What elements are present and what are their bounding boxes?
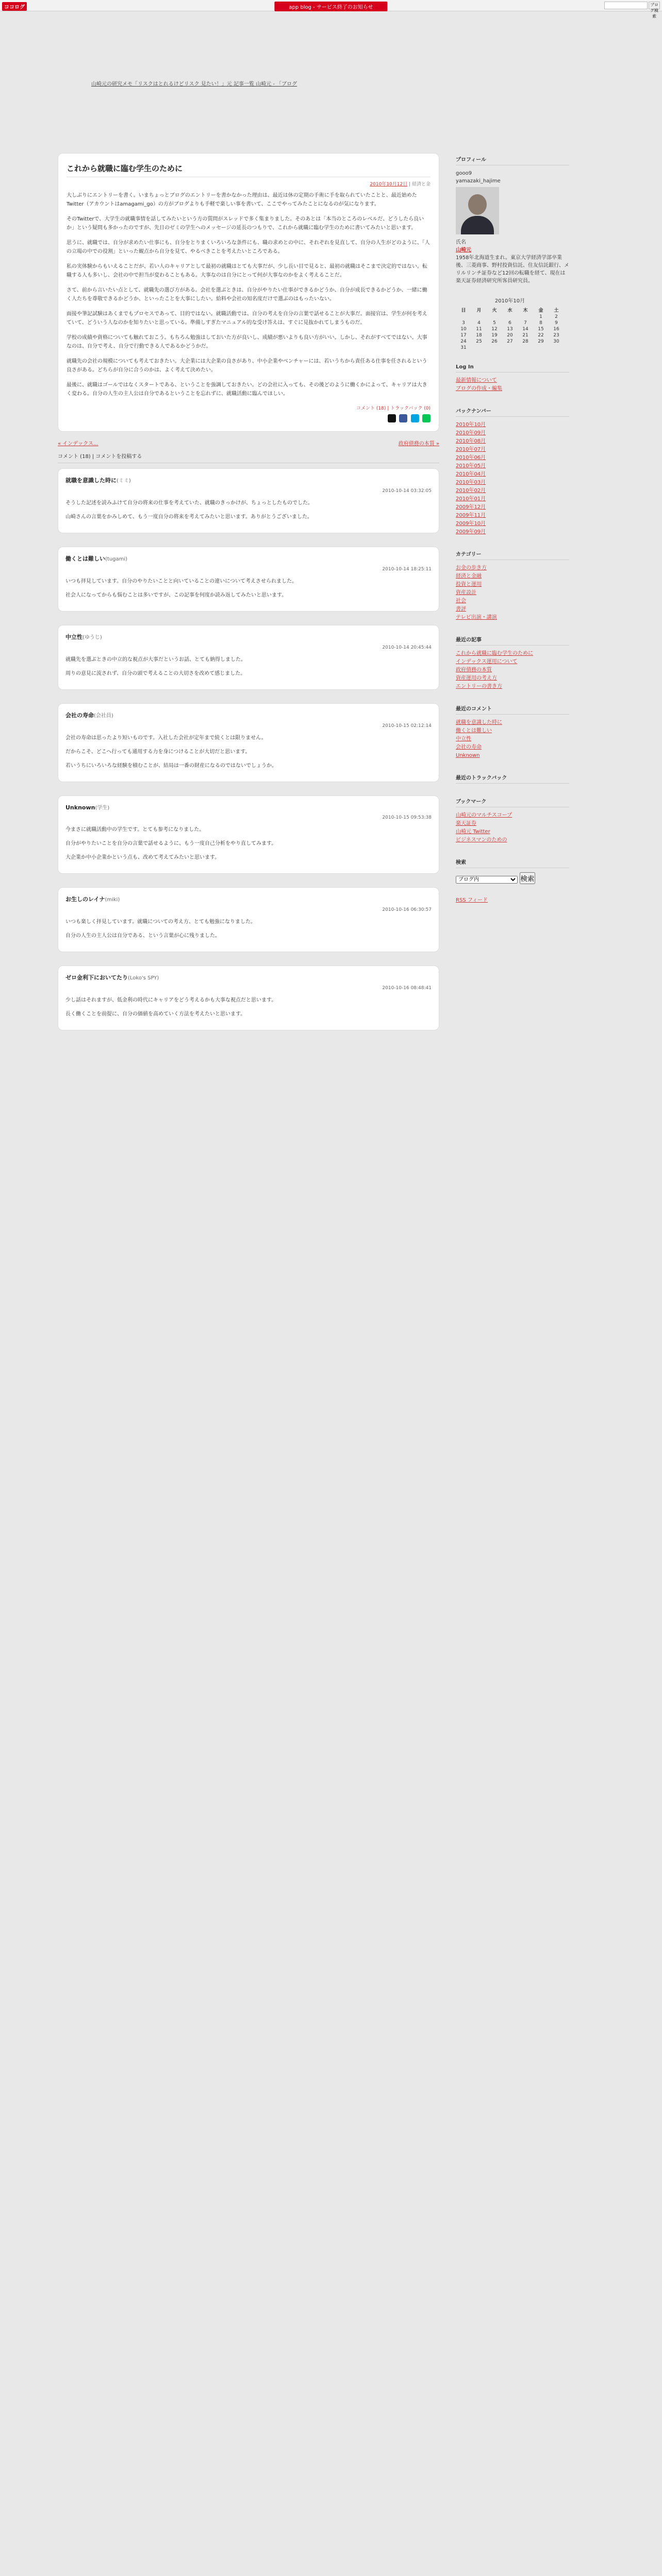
comment-paragraph: 大企業か中小企業かという点も、改めて考えてみたいと思います。 [65, 855, 220, 860]
calendar-day[interactable]: 22 [538, 333, 544, 338]
comment-author: (学生) [95, 805, 110, 811]
login-link[interactable]: 最新情報について [456, 378, 497, 383]
comment-date: 2010-10-14 20:45:44 [382, 645, 432, 650]
calendar-day[interactable]: 29 [538, 339, 544, 344]
archive-item [456, 495, 569, 503]
archive-link[interactable]: 2010年05月 [456, 463, 486, 469]
recent-trackbacks-heading: 最近のトラックバック [456, 771, 569, 784]
profile-photo [456, 187, 499, 234]
entry-paragraph: 学校の成績や資格についても触れておこう。もちろん勉強はしておいた方が良いし、成績が悪いよりも良い方がいい。しかし、それがすべてではない。大事なのは、自分で考え、自分で行動できる人であるかどうかだ。 [67, 335, 427, 349]
archive-item [456, 503, 569, 512]
comment-paragraph: 会社の寿命は思ったより短いものです。入社した会社が定年まで続くとは限りません。 [65, 735, 267, 741]
comment-date: 2010-10-15 09:53:38 [382, 815, 432, 820]
calendar-day[interactable]: 1 [539, 314, 542, 319]
calendar-weekday: 月 [476, 308, 482, 313]
category-link[interactable]: 書評 [456, 606, 466, 612]
search-heading: 検索 [456, 856, 569, 868]
hatena-share-icon[interactable] [411, 414, 419, 422]
recent-comment-item [456, 719, 569, 727]
calendar-day [487, 345, 502, 351]
archive-link[interactable]: 2009年11月 [456, 513, 486, 518]
recent-entry-link[interactable]: 資産運用の考え方 [456, 675, 497, 681]
bookmark-item [456, 811, 569, 820]
recent-entry-item [456, 650, 569, 658]
profile-bio: 1958年北海道生まれ。東京大学経済学部卒業後、三菱商事、野村投資信託、住友信託銀行、メリルリンチ証券など12回の転職を経て、現在は楽天証券経済研究所客員研究員。 [456, 255, 569, 284]
cocolog-logo[interactable]: ココログ [2, 2, 27, 11]
comment-title [65, 711, 432, 719]
calendar-day[interactable]: 23 [553, 333, 559, 338]
comment-date: 2010-10-14 18:25:11 [382, 567, 432, 572]
categories-heading: カテゴリー [456, 548, 569, 560]
recent-comment-link[interactable]: 中立性 [456, 736, 471, 742]
login-widget [456, 362, 569, 393]
comment-date: 2010-10-16 06:30:57 [382, 907, 432, 912]
archive-item [456, 454, 569, 462]
comment-card [58, 887, 439, 952]
comment-paragraph: 長く働くことを前提に、自分の価値を高めていく方法を考えたいと思います。 [65, 1011, 246, 1017]
calendar-day[interactable]: 15 [538, 327, 544, 332]
category-item [456, 605, 569, 614]
recent-entry-item [456, 666, 569, 674]
archive-link[interactable]: 2009年10月 [456, 521, 486, 527]
calendar-weekday: 金 [538, 308, 543, 313]
calendar [456, 296, 564, 351]
archive-item [456, 421, 569, 429]
comment-paragraph: 今まさに就職活動中の学生です。とても参考になりました。 [65, 827, 205, 833]
comment-author: (ミミ) [117, 478, 131, 484]
comment-title-text: 就職を意識した時に [65, 477, 117, 484]
next-entry-link[interactable]: 政府債務の本質 » [398, 441, 439, 447]
calendar-caption: 2010年10月 [494, 298, 525, 304]
recent-entry-link[interactable]: これから就職に臨む学生のために [456, 651, 533, 656]
archive-item [456, 479, 569, 487]
comment-date: 2010-10-16 08:48:41 [382, 986, 432, 991]
service-notice-link[interactable]: app blog - サービス終了のお知らせ [274, 2, 387, 11]
category-link[interactable]: 投資と運用 [456, 582, 482, 587]
calendar-day[interactable]: 2 [555, 314, 558, 319]
archives-heading: バックナンバー [456, 404, 569, 417]
comment-title [65, 554, 432, 563]
profile-name-label: 氏名 [456, 240, 466, 245]
calendar-day[interactable]: 19 [491, 333, 498, 338]
entry-paragraph: 最後に、就職はゴールではなくスタートである、ということを強調しておきたい。どの会社に入っても、その後どのように働くかによって、キャリアは大きく変わる。自分の人生の主人公は自分であるということを忘れずに、就職活動に臨んでほしい。 [67, 382, 427, 397]
category-item [456, 597, 569, 605]
comment-paragraph: 少し話はそれますが、低金利の時代にキャリアをどう考えるかも大事な視点だと思います。 [65, 997, 277, 1003]
entry-card [58, 153, 439, 432]
calendar-day [518, 345, 533, 351]
search-scope-select[interactable] [456, 876, 518, 884]
calendar-day [518, 314, 533, 320]
comment-paragraph: 若いうちにいろいろな経験を積むことが、結局は一番の財産になるのではないでしょうか。 [65, 763, 277, 769]
archive-link[interactable]: 2010年06月 [456, 455, 486, 461]
archive-item [456, 512, 569, 520]
recent-entry-item [456, 674, 569, 683]
calendar-day[interactable]: 24 [460, 339, 467, 344]
recent-entry-item [456, 658, 569, 666]
login-item [456, 377, 569, 385]
calendar-day[interactable]: 6 [508, 320, 511, 326]
comment-paragraph: 山崎さんの言葉をかみしめて、もう一度自分の将来を考えてみたいと思います。ありがとうございました。 [65, 514, 312, 520]
calendar-day[interactable]: 26 [491, 339, 498, 344]
category-link[interactable]: 資産設計 [456, 590, 476, 596]
comment-title [65, 476, 432, 484]
recent-entry-link[interactable]: 政府債務の本質 [456, 667, 492, 673]
line-share-icon[interactable] [422, 414, 431, 422]
recent-entries-heading: 最近の記事 [456, 633, 569, 646]
archive-item [456, 462, 569, 470]
recent-comment-link[interactable]: 就職を意識した時に [456, 720, 502, 725]
archive-link[interactable]: 2009年12月 [456, 504, 486, 510]
calendar-day[interactable]: 20 [507, 333, 513, 338]
entry-paragraph: 大しぶりにエントリーを書く。いまちょっとブログのエントリーを書かなかった理由は、最近は休の定期の手術に手を取られていたことと、最近始めたTwitter（アカウントはamagami_go）の方がブログよりも手軽で楽しい事を書いて、ここでやってみたことになるのが気になります。 [67, 193, 417, 207]
calendar-day[interactable]: 25 [476, 339, 482, 344]
entry-paragraph: 就職先の会社の規模についても考えておきたい。大企業には大企業の良さがあり、中小企業やベンチャーには、若いうちから責任ある仕事を任されるという良さがある。どちらが自分に合うのかは、よく考えて決めたい。 [67, 359, 427, 373]
comment-paragraph: 周りの意見に流されず、自分の頭で考えることの大切さを改めて感じました。 [65, 671, 246, 676]
login-item [456, 385, 569, 393]
login-link[interactable]: ブログの作成・編集 [456, 386, 502, 392]
profile-widget [456, 153, 569, 285]
comment-title [65, 973, 432, 981]
calendar-day[interactable]: 7 [524, 320, 527, 326]
comment-author: (会社員) [94, 713, 113, 719]
facebook-share-icon[interactable] [399, 414, 407, 422]
archives-widget [456, 404, 569, 536]
comment-author: (miki) [105, 897, 120, 903]
recent-comment-link[interactable]: Unknown [456, 753, 480, 758]
bookmark-link[interactable]: 楽天証券 [456, 821, 476, 826]
category-item [456, 614, 569, 622]
recent-comments-heading: 最近のコメント [456, 702, 569, 715]
comment-card [58, 625, 439, 690]
blog-search-input[interactable] [604, 2, 648, 9]
recent-entries-widget [456, 633, 569, 691]
category-item [456, 572, 569, 581]
calendar-day[interactable]: 4 [477, 320, 481, 326]
comment-author: (ゆうじ) [82, 635, 102, 640]
comment-date: 2010-10-14 03:32:05 [382, 488, 432, 494]
category-link[interactable]: 経済と金融 [456, 573, 482, 579]
archive-link[interactable]: 2009年09月 [456, 529, 486, 535]
entry-comments-link[interactable]: コメント (18) | トラックバック (0) [356, 406, 431, 411]
comment-title-text: 働くとは難しい [65, 555, 105, 562]
comment-title-text: 会社の寿命 [65, 712, 94, 719]
calendar-day[interactable]: 11 [476, 327, 482, 332]
archive-item [456, 520, 569, 528]
comment-card [58, 795, 439, 874]
recent-comment-link[interactable]: 働くとは難しい [456, 728, 492, 734]
recent-comment-link[interactable]: 会社の寿命 [456, 744, 482, 750]
calendar-day[interactable]: 16 [553, 327, 559, 332]
calendar-day[interactable]: 27 [507, 339, 513, 344]
archive-item [456, 446, 569, 454]
calendar-widget [456, 296, 569, 351]
blog-header [91, 81, 571, 106]
comments-heading: コメント (18) | コメントを投稿する [58, 450, 439, 463]
comment-paragraph: いつも楽しく拝見しています。就職についての考え方、とても勉強になりました。 [65, 919, 256, 925]
category-link[interactable]: 社会 [456, 598, 466, 604]
calendar-day[interactable]: 3 [462, 320, 465, 326]
sidebar-search-button[interactable]: 検索 [520, 872, 536, 884]
entry-paragraph: 私の実体験からもいえることだが、若い人のキャリアとして最初の就職はとても大事だが、少し長い目で見ると、最初の就職はそこまで決定的ではない。転職する人も多いし、会社の中で担当が変わることもある。大事なのは自分にとって何が大事なのかをよく考えることだ。 [67, 264, 427, 278]
archive-link[interactable]: 2010年02月 [456, 488, 486, 494]
entry-date-link[interactable]: 2010年10月12日 [370, 182, 408, 187]
main-column [58, 153, 439, 1044]
comment-title-text: お生しのレイナ [65, 896, 105, 903]
archive-item [456, 429, 569, 437]
comment-paragraph: だからこそ、どこへ行っても通用する力を身につけることが大切だと思います。 [65, 749, 251, 755]
calendar-day [502, 345, 518, 351]
category-item [456, 564, 569, 572]
calendar-day [533, 345, 549, 351]
topbar [0, 0, 662, 19]
entry-title: これから就職に臨む学生のために [67, 163, 431, 177]
comment-paragraph: 自分の人生の主人公は自分である、という言葉が心に残りました。 [65, 933, 220, 939]
archive-link[interactable]: 2010年07月 [456, 447, 486, 452]
calendar-day [549, 345, 564, 351]
comment-title [65, 633, 432, 641]
rss-feed-link[interactable]: RSS フィード [456, 897, 488, 903]
calendar-day[interactable]: 9 [555, 320, 558, 326]
archive-item [456, 437, 569, 446]
calendar-weekday: 土 [554, 308, 559, 313]
login-heading: Log In [456, 362, 569, 372]
entry-paragraph: さて、前から言いたい点として、就職先の選び方がある。会社を選ぶときは、自分がやりたい仕事ができるかどうか、自分が成長できるかどうか、一緒に働く人たちを尊敬できるかどうか、といったことを大事にしたい。給料や会社の知名度だけで選ぶのはもったいない。 [67, 287, 427, 302]
archive-link[interactable]: 2010年09月 [456, 430, 486, 436]
comment-paragraph: いつも拝見しています。自分のやりたいことと向いていることの違いについて考えさせられました。 [65, 579, 297, 584]
recent-entry-link[interactable]: インデックス運用について [456, 659, 518, 665]
profile-name-link[interactable]: 山崎元 [456, 247, 471, 253]
entry-category[interactable]: | 経済と金 [407, 182, 431, 187]
profile-user-sub: yamazaki_hajime [456, 178, 501, 184]
entry-footer [67, 404, 431, 411]
category-link[interactable]: お金の歩き方 [456, 565, 487, 571]
prev-entry-link[interactable]: « インデックス... [58, 441, 98, 447]
entry-paragraph: 面接や筆記試験はあくまでもプロセスであって、目的ではない。就職活動では、自分の考えを自分の言葉で話せることが大事だ。面接官は、学生が何を考えていて、どういう人なのかを知りたいと思っている。準備しすぎたマニュアル的な受け答えは、すぐに見抜かれてしまうものだ。 [67, 311, 427, 326]
calendar-day[interactable]: 31 [460, 345, 467, 350]
recent-entry-link[interactable]: エントリーの書き方 [456, 684, 502, 689]
x-share-icon[interactable] [388, 414, 396, 422]
calendar-weekday: 日 [461, 308, 466, 313]
bookmarks-widget [456, 795, 569, 844]
calendar-day [502, 314, 518, 320]
category-link[interactable]: テレビ出演・講演 [456, 615, 497, 620]
archive-link[interactable]: 2010年01月 [456, 496, 486, 502]
archive-item [456, 470, 569, 479]
calendar-day [456, 314, 471, 320]
bookmarks-heading: ブックマーク [456, 795, 569, 807]
recent-entry-item [456, 683, 569, 691]
calendar-day[interactable]: 28 [522, 339, 528, 344]
comment-author: (tugami) [105, 556, 128, 562]
comment-card [58, 547, 439, 612]
archive-link[interactable]: 2010年10月 [456, 422, 486, 428]
calendar-day[interactable]: 13 [507, 327, 513, 332]
bookmark-item [456, 820, 569, 828]
calendar-day[interactable]: 17 [460, 333, 467, 338]
comment-title-text: 中立性 [65, 634, 82, 640]
comment-date: 2010-10-15 02:12:14 [382, 723, 432, 728]
category-item [456, 589, 569, 597]
calendar-day[interactable]: 8 [539, 320, 542, 326]
category-item [456, 581, 569, 589]
bookmark-item [456, 828, 569, 836]
comment-card [58, 965, 439, 1030]
archive-link[interactable]: 2010年04月 [456, 471, 486, 477]
comment-title-text: ゼロ金利下においてたり [65, 974, 128, 981]
profile-user: gooo9 [456, 171, 472, 176]
entry-body [67, 191, 431, 398]
bookmark-link[interactable]: 山崎元のマルチスコープ [456, 812, 512, 818]
archive-link[interactable]: 2010年03月 [456, 480, 486, 485]
share-buttons [67, 414, 431, 424]
calendar-day[interactable]: 18 [476, 333, 482, 338]
calendar-day[interactable]: 12 [491, 327, 498, 332]
entry-pager [58, 439, 439, 447]
comment-paragraph: 社会人になってからも悩むことは多いですが、この記事を何度か読み返してみたいと思います。 [65, 592, 287, 598]
comment-title [65, 803, 432, 811]
recent-comment-item [456, 743, 569, 752]
comment-title-text: Unknown [65, 804, 95, 811]
entry-paragraph: 思うに、就職では、自分が求めたい仕事にも、自分をとりまくいろいろな条件にも、職の求めとの中に、それぞれを見直して、自分の人生がどのように、「人の立場の中での役割」といった観点から自分を見て、やるべきことを考えたいところである。 [67, 240, 430, 255]
sidebar [456, 153, 569, 918]
recent-trackbacks-widget [456, 771, 569, 784]
bookmark-item [456, 836, 569, 844]
blog-search-button[interactable]: ブログ検索 [649, 2, 660, 9]
archive-link[interactable]: 2010年08月 [456, 438, 486, 444]
entry-date [67, 180, 431, 187]
comment-card [58, 468, 439, 533]
calendar-day [471, 314, 487, 320]
bookmark-link[interactable]: ビジネスマンのための [456, 837, 507, 843]
calendar-day[interactable]: 21 [522, 333, 528, 338]
comments-list [58, 468, 439, 1030]
calendar-day [471, 345, 487, 351]
comment-card [58, 703, 439, 782]
comment-paragraph: 自分がやりたいことを自分の言葉で話せるように、もう一度自己分析をやり直してみます。 [65, 841, 277, 846]
calendar-weekday: 木 [523, 308, 528, 313]
blog-title[interactable]: 山崎元の研究メモ「リスクはとれるけどリスク 見たい！」元 記事一覧 山崎元 - 「ブログ [91, 81, 297, 87]
comment-title [65, 895, 432, 903]
recent-comment-item [456, 735, 569, 743]
calendar-day [487, 314, 502, 320]
calendar-day[interactable]: 30 [553, 339, 559, 344]
bookmark-link[interactable]: 山崎元 Twitter [456, 829, 490, 835]
recent-comment-item [456, 752, 569, 760]
archive-item [456, 487, 569, 495]
recent-comment-item [456, 727, 569, 735]
calendar-weekday: 水 [507, 308, 512, 313]
archive-item [456, 528, 569, 536]
profile-heading: プロフィール [456, 153, 569, 165]
calendar-day[interactable]: 5 [493, 320, 496, 326]
categories-widget [456, 548, 569, 622]
calendar-weekday: 火 [492, 308, 497, 313]
comment-paragraph: 就職先を選ぶときの中立的な視点が大事だというお話、とても納得しました。 [65, 657, 246, 663]
entry-paragraph: そのTwitterで、大学生の就職事情を話してみたいという方の質問がスレッドで多く集まりました。そのあとは「本当のところのレベルだ、どうしたら良いか」という疑問も多かったのですが、先日のゼミの学生へのメッセージの延長のつもりで、これから就職に臨む学生のために書いてみたいと思います。 [67, 216, 424, 231]
comment-author: (Loko's SPY) [128, 975, 159, 981]
calendar-day[interactable]: 14 [522, 327, 528, 332]
recent-comments-widget [456, 702, 569, 760]
search-widget [456, 856, 569, 884]
feed-widget [456, 895, 569, 906]
comment-paragraph: そうした記述を読みふけて自分の将来の仕事を考えていた、就職のきっかけが、ちょっとしたものでした。 [65, 500, 313, 506]
calendar-day[interactable]: 10 [460, 327, 467, 332]
